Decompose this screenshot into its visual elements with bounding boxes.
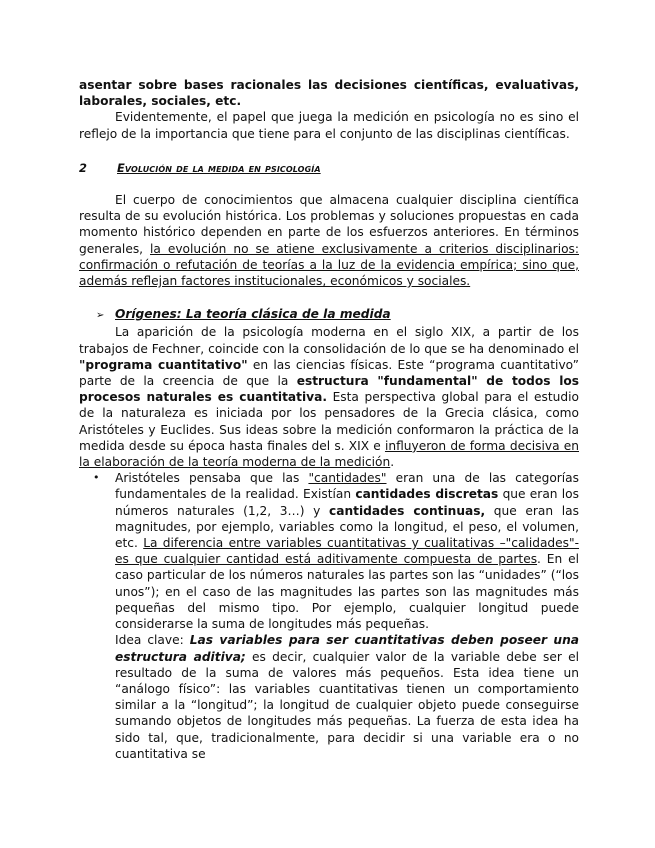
origins-text-2: en las ciencias físicas. Este “programa cuantitativo” parte de la creencia de que la: [79, 357, 579, 389]
aris-text-1: Aristóteles pensaba que las: [115, 471, 309, 486]
aris-text-2: eran una de las categorías fundamentales de la realidad. Existían: [115, 471, 579, 502]
origins-underlined: influyeron de forma decisiva en la elaboración de la teoría moderna de la medición: [79, 438, 579, 470]
aris-text-5: . En el caso particular de los números naturales las partes son las “unidades” (“los unos”); en el caso de las magnitudes las partes son las magnitudes más pequeñas del mismo tipo. Por ejemplo, cualquier longitud puede considerarse la suma de longitudes más pequeñas.: [115, 552, 579, 632]
arrow-bullet-icon: ➢: [96, 310, 105, 322]
evolution-underlined: la evolución no se atiene exclusivamente a criterios disciplinarios: confirmación o refutación de teorías a la luz de la evidencia empírica; sino que, además reflejan factores institucionales, económicos y sociales.: [79, 241, 579, 289]
origins-text-1: La aparición de la psicología moderna en el siglo XIX, a partir de los trabajos de Fechner, coincide con la consolidación de lo que se ha denominado el: [79, 325, 579, 356]
origins-text-3: Esta perspectiva global para el estudio de la naturaleza es iniciada por los pensadores de la Grecia clásica, como Aristóteles y Euclides. Sus ideas sobre la medición conformaron la práctica de la medida desde su época hasta finales del s. XIX e: [79, 390, 579, 453]
programa-cuantitativo-bold: "programa cuantitativo": [79, 357, 248, 372]
diferencia-underlined: La diferencia entre variables cuantitativas y cualitativas –"calidades"- es que cualquier cantidad está aditivamente compuesta de partes: [115, 536, 580, 567]
list-item-aristoteles: [79, 470, 579, 762]
idea-clave-paragraph: [115, 632, 579, 762]
paragraph-evolution: [79, 192, 579, 289]
aristoteles-paragraph: [115, 470, 579, 632]
cantidades-discretas-bold: cantidades discretas: [355, 487, 499, 502]
idea-clave-text: es decir, cualquier valor de la variable debe ser el resultado de la suma de valores más pequeños. Esta idea tiene un “análogo físico”: las variables cuantitativas tienen un comportamiento similar a la “longitud”; la longitud de cualquier objeto puede conseguirse sumando objetos de longitudes más pequeñas. La fuerza de esta idea ha sido tal, que, tradicionalmente, para decidir si una variable era o no cuantitativa se: [115, 649, 579, 761]
paragraph-importance: Evidentemente, el papel que juega la medición en psicología no es sino el reflejo de la importancia que tiene para el conjunto de las disciplinas científicas.: [79, 110, 579, 141]
estructura-fundamental-bold: estructura "fundamental" de todos los procesos naturales es cuantitativa.: [79, 374, 580, 405]
aris-text-4: que eran las magnitudes, por ejemplo, variables como la longitud, el peso, el volumen, etc.: [115, 503, 579, 551]
bullet-dot-icon: •: [93, 471, 100, 485]
section-number: 2: [79, 160, 87, 175]
aris-text-3: que eran los números naturales (1,2, 3…) y: [115, 487, 579, 518]
origins-text-4: .: [390, 455, 395, 470]
bold-statement: asentar sobre bases racionales las decisiones científicas, evaluativas, laborales, sociales, etc.: [79, 78, 579, 109]
section-heading: [79, 160, 579, 176]
cantidades-continuas-bold: cantidades continuas,: [329, 503, 486, 518]
paragraph-origins: [79, 324, 579, 470]
subsection-heading: [79, 306, 579, 324]
idea-clave-bold: Las variables para ser cuantitativas deben poseer una estructura aditiva;: [115, 633, 580, 664]
evolution-text: El cuerpo de conocimientos que almacena cualquier disciplina científica resulta de su evolución histórica. Los problemas y soluciones propuestas en cada momento histórico dependen en parte de los esfuerzos anteriores. En términos generales,: [79, 193, 579, 256]
subsection-title: Orígenes: La teoría clásica de la medida: [115, 307, 391, 322]
document-page: [79, 77, 579, 762]
idea-clave-label: Idea clave:: [115, 633, 190, 648]
section-title: Evolución de la medida en psicología: [117, 160, 321, 175]
paragraph-intro-bold: [79, 77, 579, 109]
cantidades-underlined: "cantidades": [308, 471, 387, 486]
